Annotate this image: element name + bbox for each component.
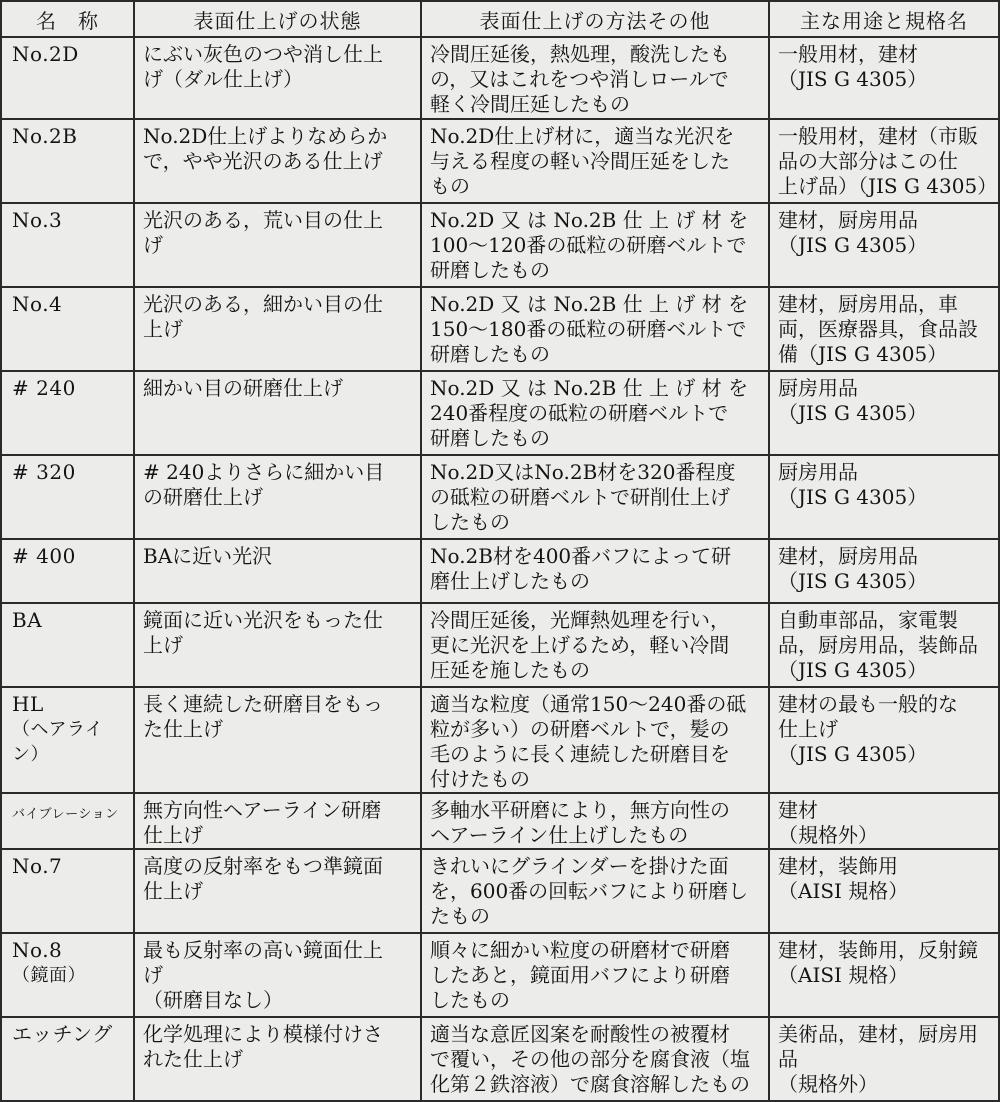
- header-usage-standard: 主な用途と規格名: [769, 1, 999, 37]
- finish-name: # 400: [12, 544, 76, 568]
- finish-name: No.2B: [12, 124, 78, 148]
- surface-state-cell: No.2D仕上げよりなめらか で，やや光沢のある仕上げ: [134, 119, 421, 203]
- surface-state-cell: 無方向性ヘアーライン研磨 仕上げ: [134, 793, 421, 849]
- finish-method-cell: 冷間圧延後，熱処理，酸洗したも の，又はこれをつや消しロールで 軽く冷間圧延したもの: [421, 37, 769, 119]
- table-row: [1, 455, 999, 539]
- finish-name: # 320: [12, 460, 76, 484]
- surface-state-cell: 鏡面に近い光沢をもった仕 上げ: [134, 603, 421, 687]
- table-row: [1, 793, 999, 849]
- finish-name-cell: [1, 793, 134, 849]
- table-row: [1, 687, 999, 793]
- table-row: [1, 119, 999, 203]
- finish-name: No.7: [12, 854, 63, 878]
- usage-standard-cell: 一般用材，建材（市販 品の大部分はこの仕 上げ品）（JIS G 4305）: [769, 119, 999, 203]
- finish-name-cell: [1, 203, 134, 287]
- surface-state-cell: BAに近い光沢: [134, 539, 421, 603]
- finish-name-cell: [1, 539, 134, 603]
- table-row: [1, 287, 999, 371]
- usage-standard-cell: 建材，厨房用品 （JIS G 4305）: [769, 539, 999, 603]
- usage-standard-cell: 建材，厨房用品，車 両，医療器具，食品設 備（JIS G 4305）: [769, 287, 999, 371]
- finish-method-cell: 冷間圧延後，光輝熱処理を行い， 更に光沢を上げるため，軽い冷間 圧延を施したもの: [421, 603, 769, 687]
- usage-standard-cell: 建材の最も一般的な 仕上げ （JIS G 4305）: [769, 687, 999, 793]
- header-row: [1, 1, 999, 37]
- surface-state-cell: 化学処理により模様付けさ れた仕上げ: [134, 1017, 421, 1101]
- finish-name-cell: [1, 933, 134, 1017]
- finish-name: No.4: [12, 292, 63, 316]
- table-row: [1, 371, 999, 455]
- finish-name: # 240: [12, 376, 76, 400]
- table-row: [1, 603, 999, 687]
- table-row: [1, 849, 999, 933]
- finish-method-cell: No.2D又はNo.2B材を320番程度 の砥粒の研磨ベルトで研削仕上げ したもの: [421, 455, 769, 539]
- header-surface-state: 表面仕上げの状態: [134, 1, 421, 37]
- finish-method-cell: 適当な粒度（通常150～240番の砥 粒が多い）の研磨ベルトで，髪の 毛のように長く連続した研磨目を 付けたもの: [421, 687, 769, 793]
- usage-standard-cell: 建材，厨房用品 （JIS G 4305）: [769, 203, 999, 287]
- finish-name: No.8: [12, 938, 63, 962]
- finish-name-cell: [1, 119, 134, 203]
- table-row: [1, 933, 999, 1017]
- surface-state-cell: 長く連続した研磨目をもっ た仕上げ: [134, 687, 421, 793]
- usage-standard-cell: 建材，装飾用，反射鏡 （AISI 規格）: [769, 933, 999, 1017]
- finish-name-cell: [1, 687, 134, 793]
- header-name: 名 称: [1, 1, 134, 37]
- surface-state-cell: 高度の反射率をもつ準鏡面 仕上げ: [134, 849, 421, 933]
- surface-state-cell: 最も反射率の高い鏡面仕上 げ （研磨目なし）: [134, 933, 421, 1017]
- finish-name-sub: （ヘアライン）: [12, 719, 104, 765]
- table-row: [1, 1017, 999, 1101]
- finish-name-cell: [1, 849, 134, 933]
- finish-name-cell: [1, 455, 134, 539]
- usage-standard-cell: 一般用材，建材 （JIS G 4305）: [769, 37, 999, 119]
- header-finish-method: 表面仕上げの方法その他: [421, 1, 769, 37]
- finish-method-cell: No.2D 又 は No.2B 仕 上 げ 材 を 240番程度の砥粒の研磨ベルトで 研磨したもの: [421, 371, 769, 455]
- surface-state-cell: # 240よりさらに細かい目 の研磨仕上げ: [134, 455, 421, 539]
- finish-name: BA: [12, 608, 43, 632]
- finish-method-cell: 順々に細かい粒度の研磨材で研磨 したあと，鏡面用バフにより研磨 したもの: [421, 933, 769, 1017]
- finish-method-cell: No.2B材を400番バフによって研 磨仕上げしたもの: [421, 539, 769, 603]
- finish-name-cell: [1, 287, 134, 371]
- table-row: [1, 203, 999, 287]
- finish-method-cell: 多軸水平研磨により，無方向性の ヘアーライン仕上げしたもの: [421, 793, 769, 849]
- surface-state-cell: 細かい目の研磨仕上げ: [134, 371, 421, 455]
- finish-method-cell: 適当な意匠図案を耐酸性の被覆材 で覆い，その他の部分を腐食液（塩 化第２鉄溶液）で腐食溶解したもの: [421, 1017, 769, 1101]
- finish-name: バイブレーション: [12, 807, 119, 822]
- finish-name-cell: [1, 1017, 134, 1101]
- usage-standard-cell: 厨房用品 （JIS G 4305）: [769, 371, 999, 455]
- finish-method-cell: きれいにグラインダーを掛けた面 を，600番の回転バフにより研磨し たもの: [421, 849, 769, 933]
- finish-name: HL: [12, 692, 44, 716]
- finish-name: No.2D: [12, 42, 79, 66]
- surface-state-cell: 光沢のある，細かい目の仕 上げ: [134, 287, 421, 371]
- finish-name: エッチング: [12, 1022, 113, 1046]
- usage-standard-cell: 美術品，建材，厨房用 品 （規格外）: [769, 1017, 999, 1101]
- surface-state-cell: にぶい灰色のつや消し仕上 げ（ダル仕上げ）: [134, 37, 421, 119]
- finish-method-cell: No.2D 又 は No.2B 仕 上 げ 材 を 150～180番の砥粒の研磨ベルトで 研磨したもの: [421, 287, 769, 371]
- usage-standard-cell: 厨房用品 （JIS G 4305）: [769, 455, 999, 539]
- finish-name: No.3: [12, 208, 63, 232]
- usage-standard-cell: 建材 （規格外）: [769, 793, 999, 849]
- usage-standard-cell: 建材，装飾用 （AISI 規格）: [769, 849, 999, 933]
- finish-method-cell: No.2D仕上げ材に，適当な光沢を 与える程度の軽い冷間圧延をした もの: [421, 119, 769, 203]
- finish-name-sub: （鏡面）: [12, 965, 86, 986]
- finish-name-cell: [1, 371, 134, 455]
- finish-name-cell: [1, 37, 134, 119]
- usage-standard-cell: 自動車部品，家電製 品，厨房用品，装飾品 （JIS G 4305）: [769, 603, 999, 687]
- table-row: [1, 37, 999, 119]
- surface-state-cell: 光沢のある，荒い目の仕上 げ: [134, 203, 421, 287]
- table-row: [1, 539, 999, 603]
- finish-method-cell: No.2D 又 は No.2B 仕 上 げ 材 を 100～120番の砥粒の研磨ベルトで 研磨したもの: [421, 203, 769, 287]
- finish-name-cell: [1, 603, 134, 687]
